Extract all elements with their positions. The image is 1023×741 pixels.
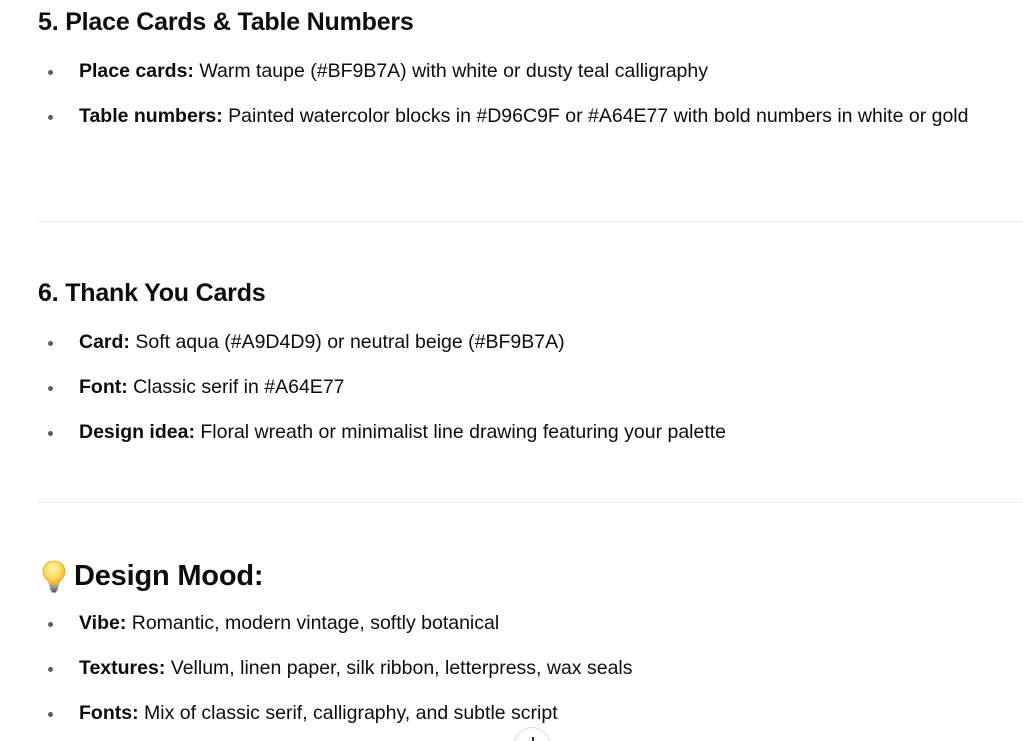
list-item bbox=[38, 370, 1023, 405]
item-text: Romantic, modern vintage, softly botanical bbox=[131, 612, 500, 634]
section-design-mood bbox=[38, 556, 1023, 731]
section-divider bbox=[38, 221, 1023, 222]
lightbulb-icon bbox=[40, 559, 68, 593]
section-divider bbox=[38, 502, 1023, 503]
section-place-cards bbox=[38, 4, 1023, 134]
item-term: Textures: bbox=[79, 657, 166, 679]
item-text: Floral wreath or minimalist line drawing featuring your palette bbox=[200, 421, 727, 443]
item-text: Classic serif in #A64E77 bbox=[133, 376, 345, 398]
section-title: 5. Place Cards & Table Numbers bbox=[38, 8, 414, 36]
list-item bbox=[38, 54, 1023, 89]
bullet-list bbox=[38, 325, 1023, 450]
item-term: Vibe: bbox=[79, 612, 127, 634]
item-term: Font: bbox=[79, 376, 128, 398]
bullet-list bbox=[38, 606, 1023, 731]
item-text: Mix of classic serif, calligraphy, and subtle script bbox=[144, 702, 558, 724]
item-text: Warm taupe (#BF9B7A) with white or dusty teal calligraphy bbox=[199, 60, 708, 82]
item-term: Design idea: bbox=[79, 421, 195, 443]
item-text: Soft aqua (#A9D4D9) or neutral beige (#BF9B7A) bbox=[135, 331, 565, 353]
list-item bbox=[38, 99, 1023, 134]
item-text: Painted watercolor blocks in #D96C9F or #A64E77 with bold numbers in white or gold bbox=[228, 105, 969, 127]
list-item bbox=[38, 606, 1023, 641]
item-text: Vellum, linen paper, silk ribbon, letterpress, wax seals bbox=[170, 657, 633, 679]
section-title: 6. Thank You Cards bbox=[38, 279, 266, 307]
item-term: Card: bbox=[79, 331, 130, 353]
section-thank-you-cards bbox=[38, 275, 1023, 450]
list-item bbox=[38, 325, 1023, 360]
bullet-list bbox=[38, 54, 1023, 134]
list-item bbox=[38, 651, 1023, 686]
item-term: Table numbers: bbox=[79, 105, 223, 127]
section-title bbox=[38, 556, 1023, 596]
section-title-text: Design Mood: bbox=[74, 560, 264, 592]
item-term: Fonts: bbox=[79, 702, 139, 724]
list-item bbox=[38, 415, 1023, 450]
item-term: Place cards: bbox=[79, 60, 194, 82]
list-item bbox=[38, 696, 1023, 731]
